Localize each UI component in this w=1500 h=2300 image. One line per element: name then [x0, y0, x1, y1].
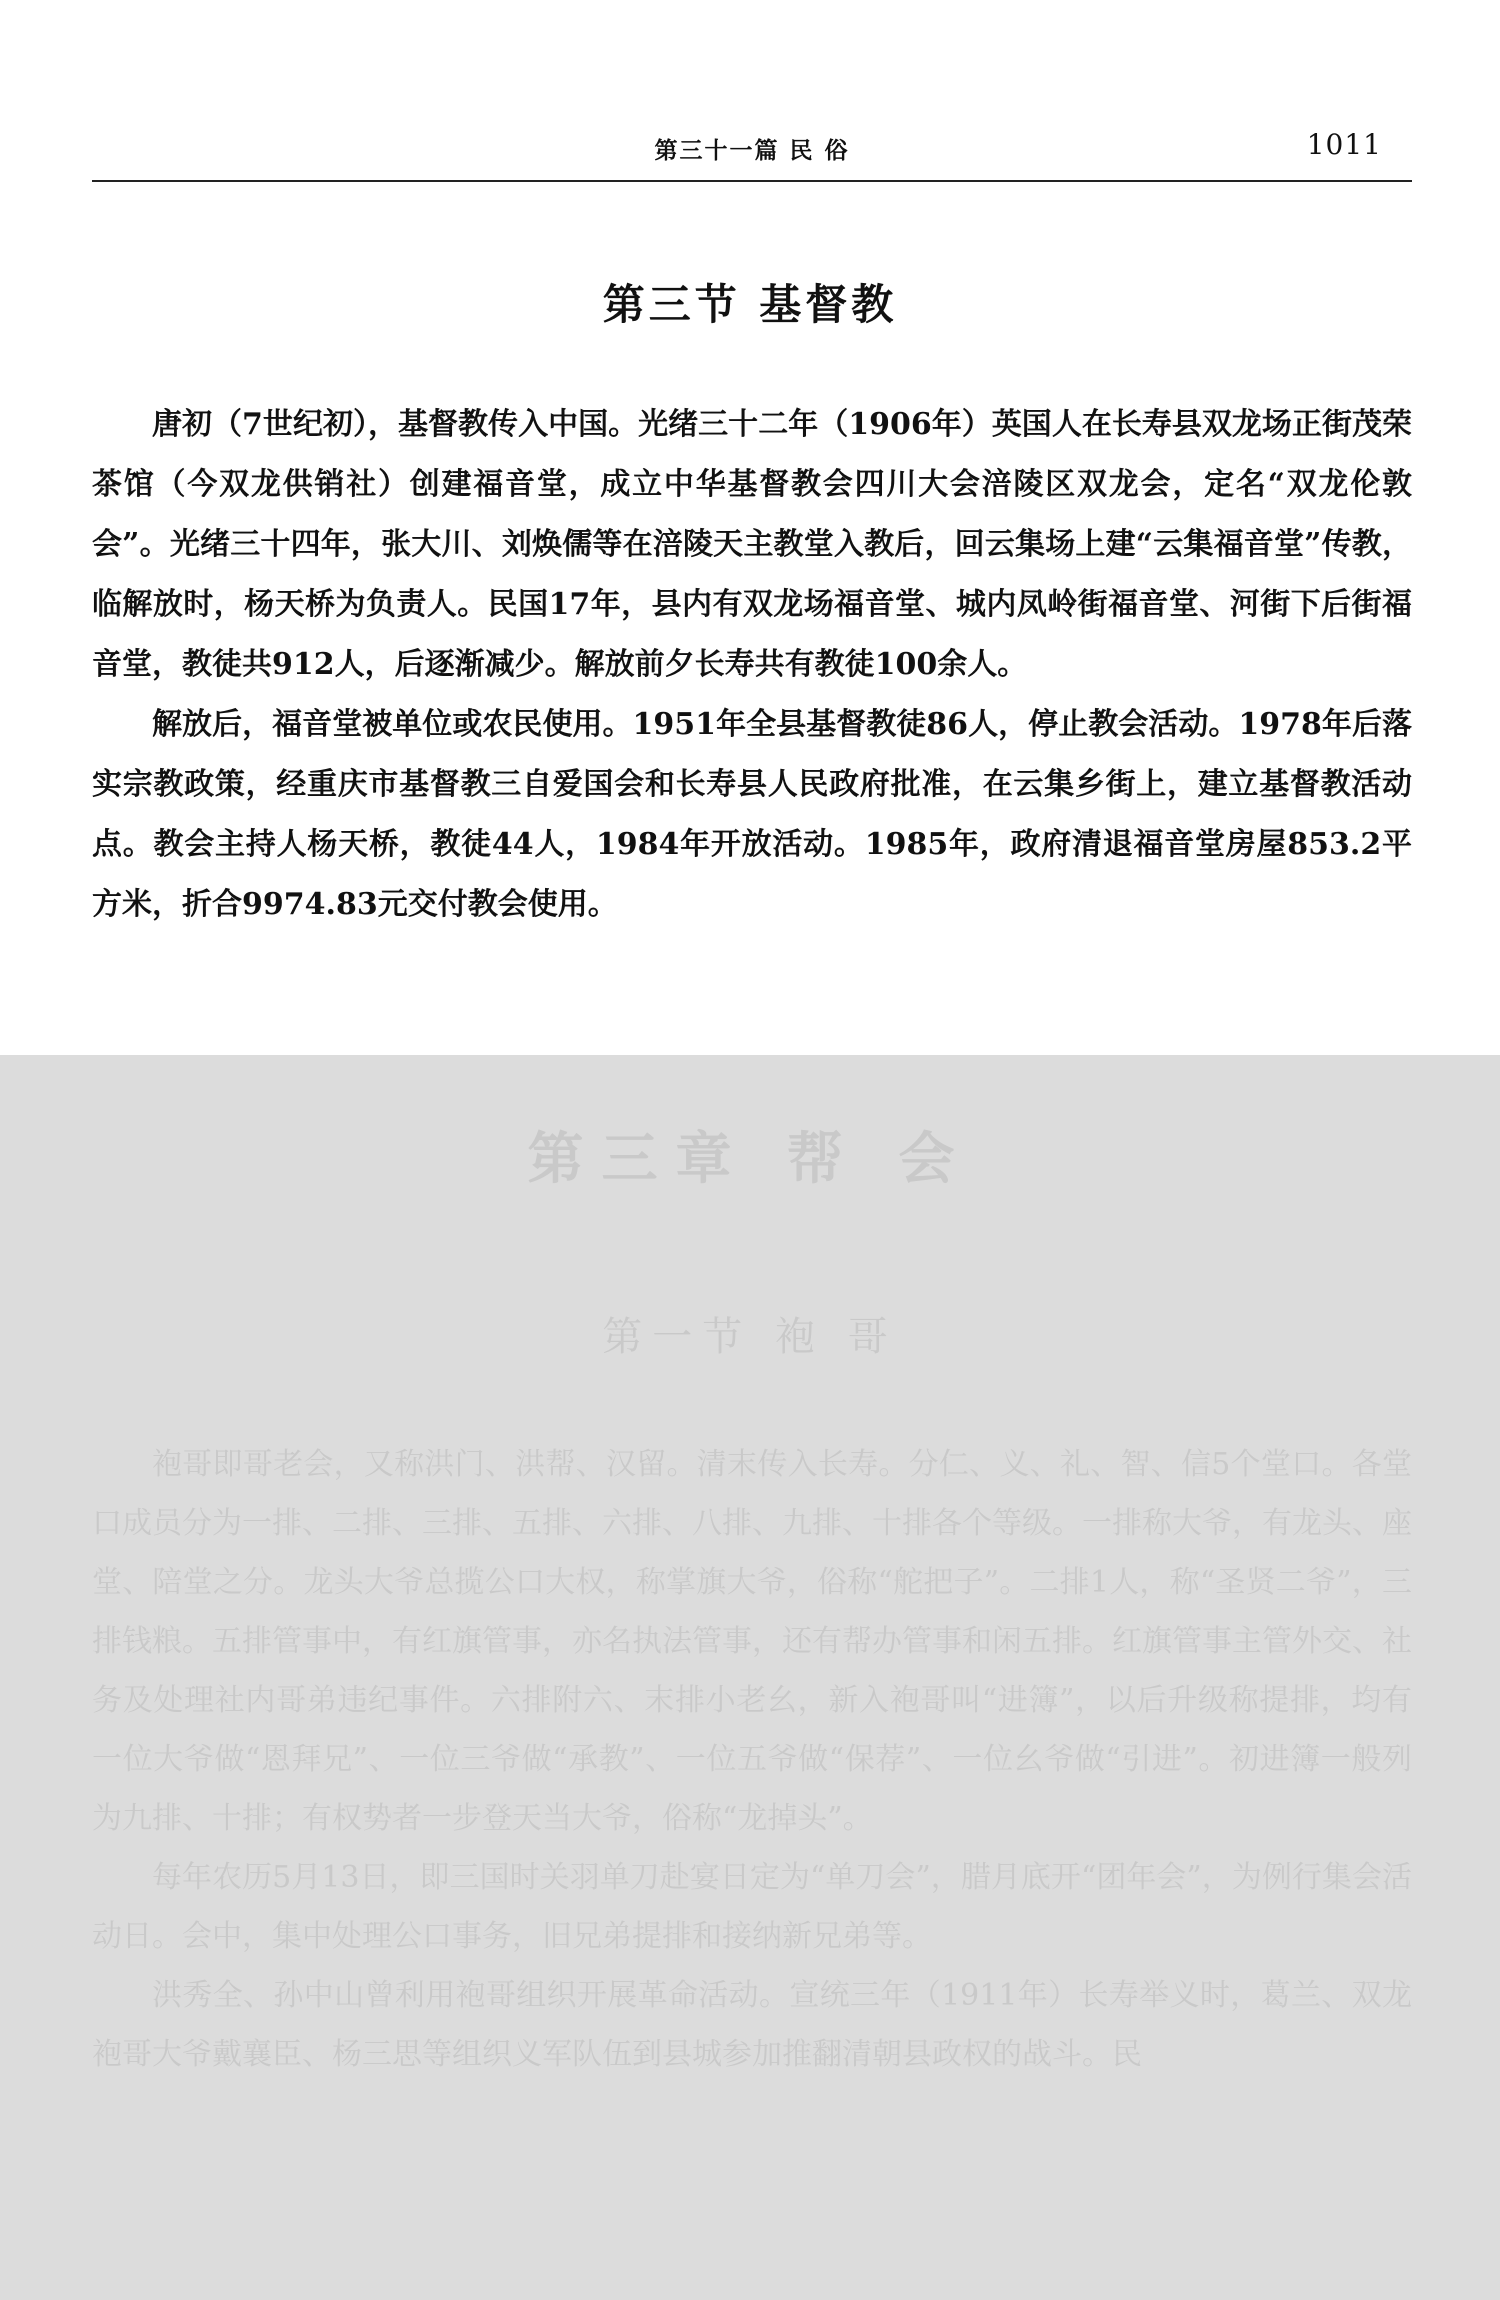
section-title: 第三节 基督教: [602, 280, 898, 329]
paragraph: 袍哥即哥老会，又称洪门、洪帮、汉留。清末传入长寿。分仁、义、礼、智、信5个堂口。各堂口成员分为一排、二排、三排、五排、六排、八排、九排、十排各个等级。一排称大爷，有龙头、座堂、陪堂之分。龙头大爷总揽公口大权，称掌旗大爷，俗称“舵把子”。二排1人，称“圣贤二爷”，三排钱粮。五排管事中，有红旗管事，亦名执法管事，还有帮办管事和闲五排。红旗管事主管外交、社务及处理社内哥弟违纪事件。六排附六、末排小老幺，新入袍哥叫“进簿”，以后升级称提排，均有一位大爷做“恩拜兄”、一位三爷做“承教”、一位五爷做“保荐”、一位幺爷做“引进”。初进簿一般列为九排、十排；有权势者一步登天当大爷，俗称“龙掉头”。: [92, 1447, 1412, 1836]
chapter-title: 第三章 帮 会: [527, 1126, 973, 1192]
subsection-title: 第一节 袍 哥: [602, 1314, 898, 1360]
faded-overlay-region: [0, 1055, 1500, 2300]
paragraph: 解放后，福音堂被单位或农民使用。1951年全县基督教徒86人，停止教会活动。1978年后落实宗教政策，经重庆市基督教三自爱国会和长寿县人民政府批准，在云集乡街上，建立基督教活动点。教会主持人杨天桥，教徒44人，1984年开放活动。1985年，政府清退福音堂房屋853.2平方米，折合9974.83元交付教会使用。: [92, 707, 1412, 922]
paragraph: 洪秀全、孙中山曾利用袍哥组织开展革命活动。宣统三年（1911年）长寿举义时，葛兰、双龙袍哥大爷戴襄臣、杨三思等组织义军队伍到县城参加推翻清朝县政权的战斗。民: [92, 1978, 1412, 2072]
header-rule: [92, 180, 1412, 182]
page-header: [92, 128, 1412, 176]
page-number: 1011: [1306, 128, 1382, 161]
paragraph: 唐初（7世纪初），基督教传入中国。光绪三十二年（1906年）英国人在长寿县双龙场正街茂荣茶馆（今双龙供销社）创建福音堂，成立中华基督教会四川大会涪陵区双龙会，定名“双龙伦敦会”。光绪三十四年，张大川、刘焕儒等在涪陵天主教堂入教后，回云集场上建“云集福音堂”传教，临解放时，杨天桥为负责人。民国17年，县内有双龙场福音堂、城内凤岭街福音堂、河街下后街福音堂，教徒共912人，后逐渐减少。解放前夕长寿共有教徒100余人。: [92, 407, 1412, 682]
faded-body-text: [92, 1435, 1412, 2084]
running-title: 第三十一篇 民 俗: [654, 137, 850, 164]
paragraph: 每年农历5月13日，即三国时关羽单刀赴宴日定为“单刀会”，腊月底开“团年会”，为例行集会活动日。会中，集中处理公口事务，旧兄弟提排和接纳新兄弟等。: [92, 1860, 1412, 1954]
body-text: [92, 395, 1412, 935]
